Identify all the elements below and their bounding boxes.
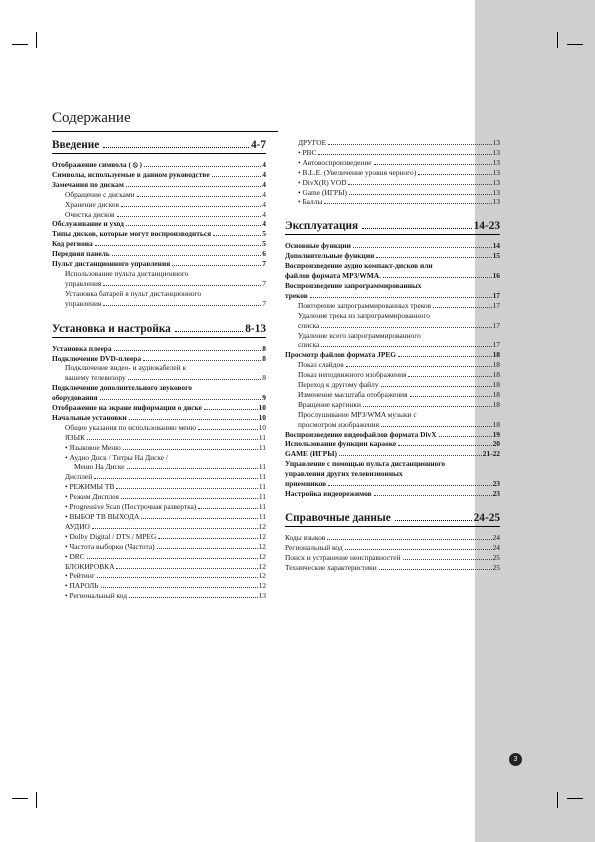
toc-entry: Общие указания по использованию меню 10 <box>65 422 266 432</box>
toc-entry: Поиск и устранение неисправностей 25 <box>285 552 500 562</box>
toc-entry: Воспроизведение видеофайлов формата DivX 19 <box>285 429 500 439</box>
toc-entry: Воспроизведение аудио компакт-дисков или файлов формата MP3/WMA. 16 <box>285 261 500 281</box>
toc-entry: Дополнительные функции 15 <box>285 251 500 261</box>
toc-entry: Код региона 5 <box>52 239 266 249</box>
toc-entry: Переход к другому файлу 18 <box>298 380 500 390</box>
toc-entry: Удаление всего запрограммированного списка 17 <box>298 330 500 350</box>
toc-entry: • Рейтинг 12 <box>52 571 266 581</box>
toc-entry: Региональный код 24 <box>285 542 500 552</box>
toc-entry: Повторение запрограммированных треков 17 <box>298 300 500 310</box>
toc-entry: • Частота выборки (Частота) 12 <box>52 542 266 552</box>
page-number-badge: 3 <box>509 753 522 766</box>
crop-mark-bottom-right-v <box>557 792 558 808</box>
toc-entry: • DRC 12 <box>52 552 266 562</box>
toc-entry: Использование пульта дистанционного управления 7 <box>65 268 266 288</box>
toc-entry: • ПАРОЛЬ 12 <box>52 581 266 591</box>
toc-entry: • B.L.E. (Увеличение уровня черного) 13 <box>285 168 500 178</box>
toc-entry: ДРУГОЕ 13 <box>298 138 500 147</box>
toc-entry: • РЕЖИМЫ ТВ 11 <box>52 482 266 492</box>
toc-entry: • Региональный код 13 <box>52 591 266 601</box>
toc-entry: Отображение на экране информации о диске 10 <box>52 403 266 413</box>
toc-entry: Показ неподвижного изображения 18 <box>298 370 500 380</box>
crop-mark-top-right-h <box>567 44 583 45</box>
toc-entry: Управление с помощью пульта дистанционного управления других телевизионных приемников 23 <box>285 459 500 489</box>
crop-mark-top-right-v <box>557 32 558 48</box>
crop-mark-bottom-left-v <box>36 792 37 808</box>
toc-entry: Установка батарей в пульт дистанционного управления 7 <box>65 288 266 308</box>
toc-right-column <box>285 138 500 573</box>
section-heading-operation: Эксплуатация 14-23 <box>285 219 500 235</box>
toc-entry: • Автовоспроизведение 13 <box>285 158 500 168</box>
toc-entry: Воспроизведение запрограммированных треков 17 <box>285 280 500 300</box>
toc-entry: Передняя панель 6 <box>52 249 266 259</box>
page-title: Содержание <box>52 110 131 126</box>
toc-entry: • Progressive Scan (Построчная развертка) 11 <box>52 502 266 512</box>
toc-entry: Просмотр файлов формата JPEG 18 <box>285 350 500 360</box>
toc-entry: Прослушивание MP3/WMA музыки с просмотром изображения 18 <box>298 409 500 429</box>
toc-entry: Хранение дисков 4 <box>65 199 266 209</box>
toc-entry: • PBC 13 <box>285 148 500 158</box>
toc-entry: • Аудио Диск / Титры На Диске / Меню На Диске 11 <box>52 453 266 473</box>
toc-entry: Изменение масштаба отображения 18 <box>298 389 500 399</box>
toc-entry: Подключение DVD-плеера 8 <box>52 353 266 363</box>
toc-entry: Подключение дополнительного звукового оборудования 9 <box>52 383 266 403</box>
toc-entry: Типы дисков, которые могут воспроизводиться 5 <box>52 229 266 239</box>
crop-mark-top-left-v <box>36 32 37 48</box>
crop-mark-bottom-left-h <box>12 798 28 799</box>
toc-entry: • Dolby Digital / DTS / MPEG 12 <box>52 532 266 542</box>
toc-entry: Показ слайдов 18 <box>298 360 500 370</box>
toc-entry: Настройка видеорежимов 23 <box>285 489 500 498</box>
toc-entry: Очистка дисков 4 <box>65 209 266 219</box>
toc-entry: • Баллы 13 <box>285 197 500 207</box>
toc-entry: Обращение с дисками 4 <box>65 189 266 199</box>
crop-mark-top-left-h <box>12 44 28 45</box>
toc-entry: Отображение символа ( ⦸ ) 4 <box>52 160 266 169</box>
toc-entry: Замечания по дискам 4 <box>52 179 266 189</box>
toc-entry: БЛОКИРОВКА 12 <box>65 561 266 571</box>
toc-entry: • ВЫБОР ТВ ВЫХОДА 11 <box>52 512 266 522</box>
toc-entry: Использование функции караоке 20 <box>285 439 500 449</box>
toc-entry: • Режим Дисплея 11 <box>52 492 266 502</box>
toc-entry: Обслуживание и уход 4 <box>52 219 266 229</box>
toc-entry: GAME (ИГРЫ) 21-22 <box>285 449 500 459</box>
section-heading-setup: Установка и настройка 8-13 <box>52 322 266 338</box>
toc-entry: Начальные установки 10 <box>52 412 266 422</box>
toc-entry: Коды языков 24 <box>285 532 500 542</box>
toc-entry: ЯЗЫК 11 <box>65 432 266 442</box>
toc-entry: Установка плеера 8 <box>52 343 266 353</box>
section-heading-reference: Справочные данные 24-25 <box>285 511 500 527</box>
toc-entry: Технические характеристики 25 <box>285 562 500 572</box>
toc-entry: • DivX(R) VOD 13 <box>285 178 500 188</box>
toc-entry: Пульт дистанционного управления 7 <box>52 259 266 269</box>
title-rule <box>52 131 278 132</box>
toc-entry: Удаление трека из запрограммированного списка 17 <box>298 310 500 330</box>
toc-entry: Подключение видео- и аудиокабелей к вашему телевизору 8 <box>65 363 266 383</box>
toc-entry: Символы, используемые в данном руководстве 4 <box>52 169 266 179</box>
toc-entry: Вращение картинки 18 <box>298 399 500 409</box>
toc-left-column <box>52 138 266 601</box>
toc-entry: Основные функции 14 <box>285 241 500 251</box>
crop-mark-bottom-right-h <box>567 798 583 799</box>
toc-entry: АУДИО 12 <box>65 521 266 531</box>
section-heading-introduction: Введение 4-7 <box>52 138 266 154</box>
toc-entry: Дисплей 11 <box>65 472 266 482</box>
toc-entry: • Game (ИГРЫ) 13 <box>285 188 500 198</box>
toc-entry: • Языковое Меню 11 <box>52 443 266 453</box>
